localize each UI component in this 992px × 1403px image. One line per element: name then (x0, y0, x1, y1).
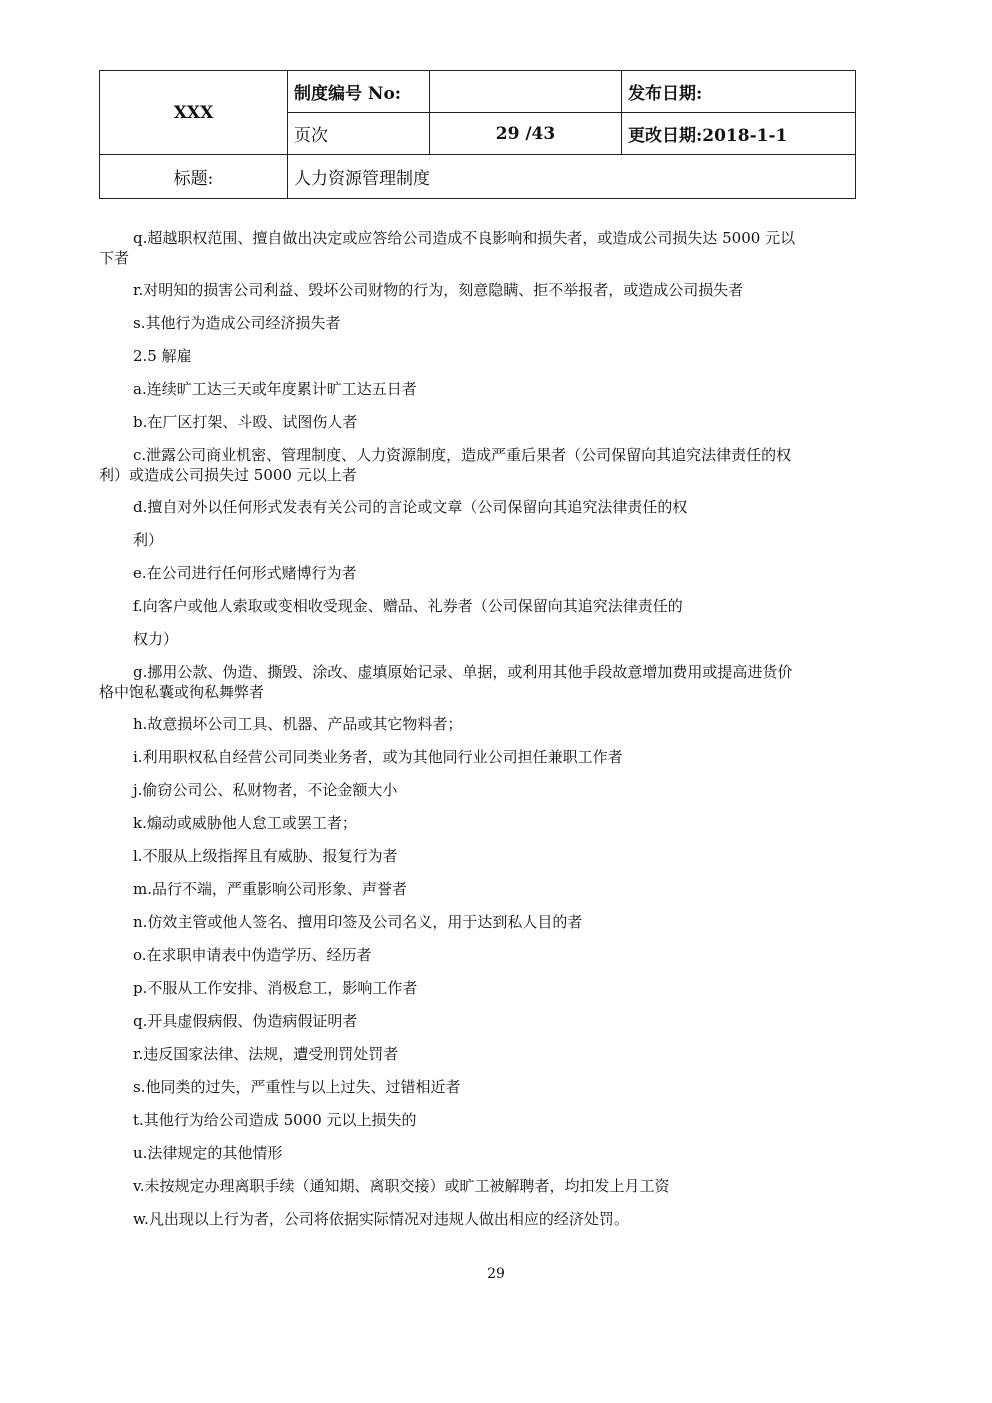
paragraph (99, 445, 903, 485)
company-name: XXX (100, 71, 288, 155)
paragraph-line: s.其他行为造成公司经济损失者 (133, 314, 341, 332)
paragraph-line: d.擅自对外以任何形式发表有关公司的言论或文章（公司保留向其追究法律责任的权 (133, 498, 688, 516)
page-label: 页次 (288, 113, 430, 155)
paragraph-line: f.向客户或他人索取或变相收受现金、赠品、礼券者（公司保留向其追究法律责任的 (133, 597, 683, 615)
paragraph (133, 596, 903, 616)
paragraph-line: c.泄露公司商业机密、管理制度、人力资源制度，造成严重后果者（公司保留向其追究法律责任的权 (133, 446, 792, 464)
paragraph (133, 1209, 903, 1229)
document-title: 人力资源管理制度 (288, 155, 856, 199)
paragraph-line: k.煽动或威胁他人怠工或罢工者； (133, 814, 357, 832)
paragraph (133, 563, 903, 583)
paragraph-line: s.他同类的过失，严重性与以上过失、过错相近者 (133, 1078, 461, 1096)
doc-no-label: 制度编号 No: (288, 71, 430, 113)
paragraph-line: o.在求职申请表中伪造学历、经历者 (133, 946, 372, 964)
paragraph-line: r.违反国家法律、法规，遭受刑罚处罚者 (133, 1045, 399, 1063)
page-value: 29 /43 (430, 113, 622, 155)
paragraph-continuation: 格中饱私囊或徇私舞弊者 (99, 683, 265, 701)
publish-date-label: 发布日期: (622, 71, 856, 113)
paragraph-line: a.连续旷工达三天或年度累计旷工达五日者 (133, 380, 417, 398)
paragraph (133, 313, 903, 333)
paragraph-line: h.故意损坏公司工具、机器、产品或其它物料者； (133, 715, 463, 733)
paragraph-line: r.对明知的损害公司利益、毁坏公司财物的行为，刻意隐瞒、拒不举报者，或造成公司损失者 (133, 281, 744, 299)
paragraph-line: 权力） (133, 630, 179, 648)
paragraph (133, 813, 903, 833)
paragraph (133, 346, 903, 366)
paragraph-line: j.偷窃公司公、私财物者，不论金额大小 (133, 781, 398, 799)
paragraph-continuation: 利）或造成公司损失过 5000 元以上者 (99, 466, 357, 484)
paragraph-line: l.不服从上级指挥且有威胁、报复行为者 (133, 847, 398, 865)
paragraph (133, 1176, 903, 1196)
document-body (99, 228, 903, 1242)
paragraph-line: v.未按规定办理离职手续（通知期、离职交接）或旷工被解聘者，均扣发上月工资 (133, 1177, 670, 1195)
paragraph-line: i.利用职权私自经营公司同类业务者，或为其他同行业公司担任兼职工作者 (133, 748, 623, 766)
paragraph (133, 747, 903, 767)
paragraph-line: p.不服从工作安排、消极怠工，影响工作者 (133, 979, 418, 997)
paragraph (133, 912, 903, 932)
paragraph-line: 2.5 解雇 (133, 347, 192, 365)
doc-no-value (430, 71, 622, 113)
paragraph (133, 497, 903, 517)
paragraph-line: q.超越职权范围、擅自做出决定或应答给公司造成不良影响和损失者，或造成公司损失达 5000 元以 (133, 229, 796, 247)
paragraph (133, 1077, 903, 1097)
page-number: 29 (487, 1266, 505, 1282)
paragraph (99, 662, 903, 702)
paragraph (133, 629, 903, 649)
paragraph (133, 379, 903, 399)
paragraph-line: n.仿效主管或他人签名、擅用印签及公司名义，用于达到私人目的者 (133, 913, 583, 931)
paragraph-line: w.凡出现以上行为者，公司将依据实际情况对违规人做出相应的经济处罚。 (133, 1210, 629, 1228)
document-header-table (99, 70, 856, 199)
paragraph-line: q.开具虚假病假、伪造病假证明者 (133, 1012, 358, 1030)
paragraph (133, 978, 903, 998)
paragraph (133, 879, 903, 899)
paragraph (133, 1143, 903, 1163)
paragraph (133, 280, 903, 300)
paragraph (133, 530, 903, 550)
paragraph-line: m.品行不端，严重影响公司形象、声誉者 (133, 880, 407, 898)
paragraph-line: 利） (133, 531, 164, 549)
paragraph-line: g.挪用公款、伪造、撕毁、涂改、虚填原始记录、单据，或利用其他手段故意增加费用或提高进货价 (133, 663, 793, 681)
title-label: 标题: (100, 155, 288, 199)
paragraph (133, 846, 903, 866)
paragraph-line: u.法律规定的其他情形 (133, 1144, 283, 1162)
paragraph-continuation: 下者 (99, 249, 130, 267)
paragraph (133, 780, 903, 800)
paragraph (99, 228, 903, 268)
paragraph (133, 714, 903, 734)
paragraph-line: e.在公司进行任何形式赌博行为者 (133, 564, 357, 582)
paragraph (133, 1044, 903, 1064)
paragraph (133, 945, 903, 965)
paragraph (133, 1011, 903, 1031)
paragraph (133, 412, 903, 432)
paragraph (133, 1110, 903, 1130)
paragraph-line: t.其他行为给公司造成 5000 元以上损失的 (133, 1111, 417, 1129)
change-date-label: 更改日期:2018-1-1 (622, 113, 856, 155)
paragraph-line: b.在厂区打架、斗殴、试图伤人者 (133, 413, 358, 431)
